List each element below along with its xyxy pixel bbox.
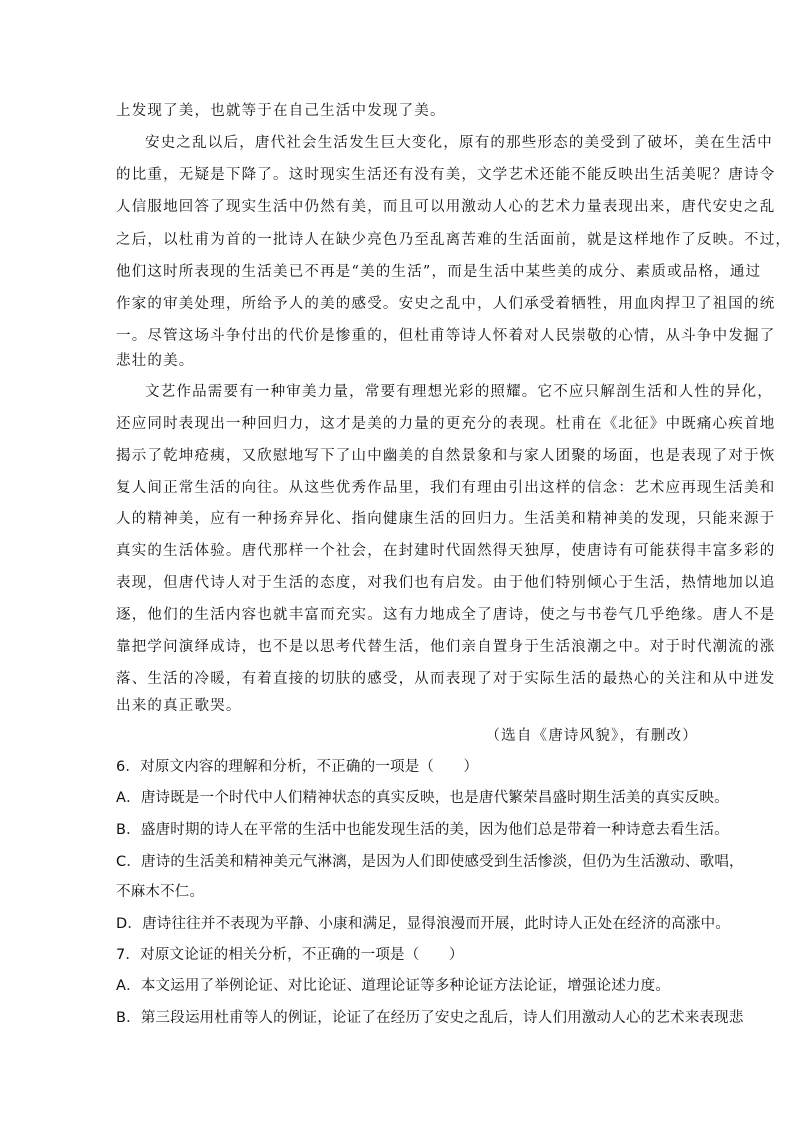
passage-line: 还应同时表现出一种回归力，这才是美的力量的更充分的表现。杜甫在《北征》中既痛心疾首地 (116, 416, 776, 432)
passage-line: 之后，以杜甫为首的一批诗人在缺少亮色乃至乱离苦难的生活面前，就是这样地作了反映。不过， (116, 232, 792, 248)
passage-line: 复人间正常生活的向往。从这些优秀作品里，我们有理由引出这样的信念：艺术应再现生活美和 (116, 480, 776, 496)
question-6-option-a: A．唐诗既是一个时代中人们精神状态的真实反映，也是唐代繁荣昌盛时期生活美的真实反映。 (116, 790, 729, 806)
passage-line: 文艺作品需要有一种审美力量，常要有理想光彩的照耀。它不应只解剖生活和人性的异化， (145, 384, 773, 400)
passage-line: 出来的真正歌哭。 (116, 698, 242, 714)
passage-line: 人的精神美，应有一种扬弃异化、指向健康生活的回归力。生活美和精神美的发现，只能来源于 (116, 511, 776, 527)
passage-line: 他们这时所表现的生活美已不再是“美的生活”，而是生活中某些美的成分、素质或品格，通过 (116, 264, 762, 280)
question-7-option-a: A．本文运用了举例论证、对比论证、道理论证等多种论证方法论证，增强论述力度。 (116, 978, 671, 994)
passage-line: 揭示了乾坤疮痍，又欣慰地写下了山中幽美的自然景象和与家人团聚的场面，也是表现了对于恢 (116, 448, 776, 464)
passage-line: 的比重，无疑是下降了。这时现实生活还有没有美，文学艺术还能不能反映出生活美呢？唐诗令 (116, 167, 776, 183)
passage-line: 上发现了美，也就等于在自己生活中发现了美。 (116, 103, 446, 119)
passage-line: 人信服地回答了现实生活中仍然有美，而且可以用激动人心的艺术力量表现出来，唐代安史之乱 (116, 199, 776, 215)
passage-line: 表现，但唐代诗人对于生活的态度，对我们也有启发。由于他们特别倾心于生活，热情地加以追 (116, 575, 776, 591)
passage-line: 真实的生活体验。唐代那样一个社会，在封建时代固然得天独厚，使唐诗有可能获得丰富多彩的 (116, 543, 776, 559)
question-6-option-c-continued: 不麻木不仁。 (116, 884, 205, 900)
question-6-stem: 6．对原文内容的理解和分析，不正确的一项是（ ） (116, 759, 479, 775)
passage-line: 作家的审美处理，所给予人的美的感受。安史之乱中，人们承受着牺牲，用血肉捍卫了祖国的统 (116, 296, 776, 312)
source-citation: （选自《唐诗风貌》，有删改） (485, 728, 698, 744)
passage-line: 逐，他们的生活内容也就丰富而充实。这有力地成全了唐诗，使之与书卷气几乎绝缘。唐人不是 (116, 607, 776, 623)
passage-line: 一。尽管这场斗争付出的代价是惨重的，但杜甫等诗人怀着对人民崇敬的心情，从斗争中发掘了 (116, 328, 776, 344)
passage-line: 靠把学问演绎成诗，也不是以思考代替生活，他们亲自置身于生活浪潮之中。对于时代潮流的涨 (116, 639, 776, 655)
passage-line: 悲壮的美。 (116, 353, 195, 369)
question-6-option-b: B．盛唐时期的诗人在平常的生活中也能发现生活的美，因为他们总是带着一种诗意去看生活。 (116, 822, 729, 838)
passage-line: 安史之乱以后，唐代社会生活发生巨大变化，原有的那些形态的美受到了破坏，美在生活中 (145, 135, 773, 151)
question-7-option-b: B．第三段运用杜甫等人的例证，论证了在经历了安史之乱后，诗人们用激动人心的艺术来表现悲 (116, 1010, 744, 1026)
question-6-option-c: C．唐诗的生活美和精神美元气淋漓，是因为人们即使感受到生活惨淡，但仍为生活激动、歌唱， (116, 854, 744, 870)
question-6-option-d: D．唐诗往往并不表现为平静、小康和满足，显得浪漫而开展，此时诗人正处在经济的高涨中。 (116, 916, 731, 932)
passage-line: 落、生活的冷暖，有着直接的切肤的感受，从而表现了对于实际生活的最热心的关注和从中迸发 (116, 671, 776, 687)
question-7-stem: 7．对原文论证的相关分析，不正确的一项是（ ） (116, 947, 464, 963)
